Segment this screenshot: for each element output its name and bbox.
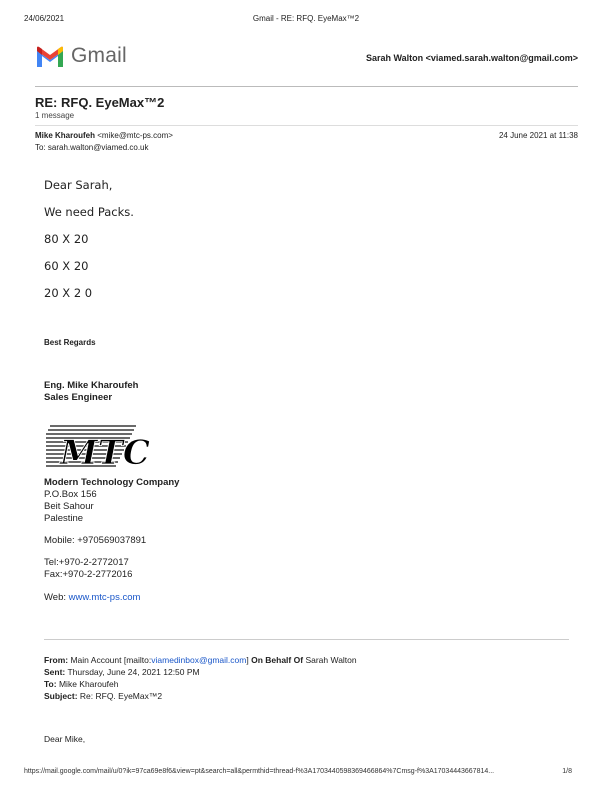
print-page-number: 1/8 — [562, 768, 572, 775]
message-to: To: sarah.walton@viamed.co.uk — [35, 143, 149, 152]
quoted-behalf-label: On Behalf Of — [251, 655, 304, 665]
quoted-from — [44, 654, 357, 666]
signature-address: Beit Sahour — [44, 501, 94, 512]
quoted-to-value: Mike Kharoufeh — [58, 679, 119, 689]
signature-address: P.O.Box 156 — [44, 489, 97, 500]
print-date: 24/06/2021 — [24, 14, 65, 23]
quoted-from-value: Main Account [mailto: — [70, 655, 152, 665]
account-label: Sarah Walton <viamed.sarah.walton@gmail.com> — [365, 53, 578, 63]
signature-regards: Best Regards — [44, 338, 96, 347]
signature-address: Palestine — [44, 513, 84, 524]
signature-web-link[interactable]: www.mtc-ps.com — [68, 592, 141, 603]
quoted-sent-value: Thursday, June 24, 2021 12:50 PM — [67, 667, 200, 677]
quoted-sent-label: Sent: — [44, 667, 66, 677]
quoted-sent — [44, 666, 200, 678]
message-date: 24 June 2021 at 11:38 — [498, 131, 578, 140]
signature-fax: Fax:+970-2-2772016 — [44, 569, 133, 580]
message-from — [35, 131, 173, 140]
signature-tel: Tel:+970-2-2772017 — [44, 557, 129, 568]
quoted-behalf-value: Sarah Walton — [305, 655, 357, 665]
signature-mobile: Mobile: +970569037891 — [44, 535, 147, 546]
gmail-m-icon — [35, 45, 65, 68]
thread-subject: RE: RFQ. EyeMax™2 — [35, 95, 165, 110]
body-greeting: Dear Sarah, — [44, 178, 113, 192]
signature-company: Modern Technology Company — [44, 477, 180, 488]
thread-divider — [35, 125, 578, 126]
quoted-subject — [44, 690, 162, 702]
signature-web — [44, 592, 140, 604]
company-logo-text: MTC — [60, 433, 150, 473]
quoted-from-link[interactable]: viamedinbox@gmail.com — [151, 655, 247, 665]
body-line: 20 X 2 0 — [44, 286, 93, 300]
header-divider — [35, 86, 578, 87]
body-line: 80 X 20 — [44, 232, 89, 246]
quote-separator — [44, 639, 569, 640]
print-url: https://mail.google.com/mail/u/0?ik=97ca69e8f6&view=pt&search=all&permthid=thread-f%3A1703440598369466864%7Cmsg-f%3A17034443667814... — [24, 768, 495, 775]
quoted-greeting: Dear Mike, — [44, 734, 86, 744]
gmail-logo[interactable] — [35, 42, 127, 70]
gmail-logo-text: Gmail — [71, 44, 127, 67]
message-count: 1 message — [35, 111, 75, 120]
signature-role: Sales Engineer — [44, 392, 113, 403]
company-logo — [44, 420, 150, 473]
print-title: Gmail - RE: RFQ. EyeMax™2 — [252, 14, 360, 23]
sender-name: Mike Kharoufeh — [35, 131, 96, 140]
body-line: 60 X 20 — [44, 259, 89, 273]
quoted-to-label: To: — [44, 679, 57, 689]
quoted-to — [44, 678, 119, 690]
quoted-from-close: ] — [246, 655, 249, 665]
signature-web-label: Web: — [44, 592, 69, 603]
quoted-from-label: From: — [44, 655, 69, 665]
quoted-subject-value: Re: RFQ. EyeMax™2 — [79, 691, 163, 701]
quoted-subject-label: Subject: — [44, 691, 78, 701]
signature-name: Eng. Mike Kharoufeh — [44, 380, 139, 391]
sender-email: <mike@mtc-ps.com> — [97, 131, 173, 140]
body-line: We need Packs. — [44, 205, 134, 219]
